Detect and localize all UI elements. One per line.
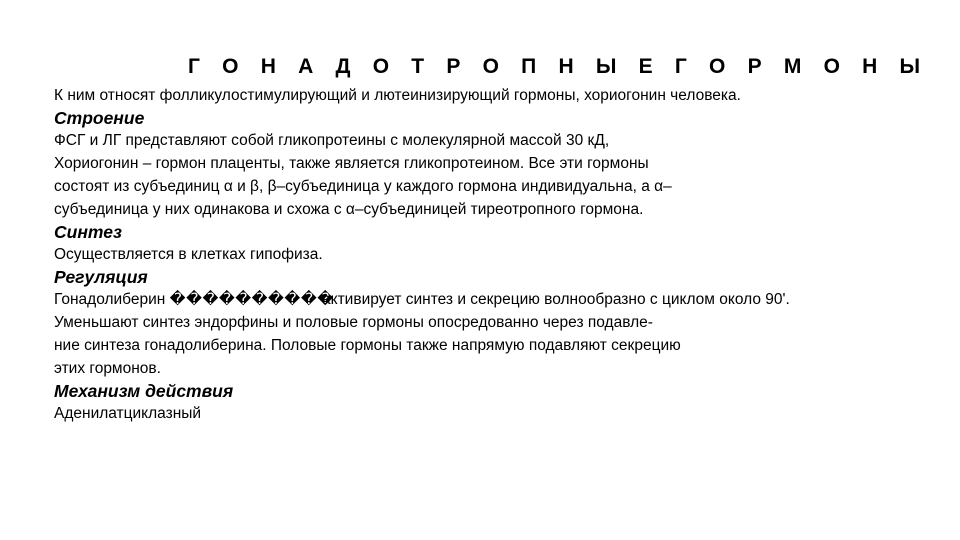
intro-text: К ним относят фолликулостимулирующий и лютеинизирующий гормоны, хориогонин человека.	[54, 87, 741, 104]
structure-line: субъединица у них одинакова и схожа с α–субъединицей тиреотропного гормона.	[54, 201, 644, 218]
regulation-line-rest: активирует синтез и секрецию волнообразно с циклом около 90'.	[322, 291, 790, 308]
structure-heading: Строение	[54, 108, 145, 128]
slide-body	[54, 84, 954, 425]
synthesis-text: Осуществляется в клетках гипофиза.	[54, 246, 323, 263]
regulation-line: этих гормонов.	[54, 360, 161, 377]
structure-line: Хориогонин – гормон плаценты, также является гликопротеином. Все эти гормоны	[54, 155, 649, 172]
regulation-heading: Регуляция	[54, 267, 148, 287]
mechanism-text: Аденилатциклазный	[54, 405, 202, 422]
structure-line: ФСГ и ЛГ представляют собой гликопротеины с молекулярной массой 30 кД,	[54, 132, 610, 149]
regulation-line	[54, 288, 954, 311]
regulation-line: Уменьшают синтез эндорфины и половые гормоны опосредованно через подавле-	[54, 314, 653, 331]
page-title: Г О Н А Д О Т Р О П Н Ы Е Г О Р М О Н Ы	[188, 55, 929, 78]
structure-line: состоят из субъединиц α и β, β–субъединица у каждого гормона индивидуальна, а α–	[54, 178, 672, 195]
synthesis-heading: Синтез	[54, 222, 122, 242]
missing-glyphs: ����������	[169, 291, 334, 308]
regulation-line-start: Гонадолиберин	[54, 291, 166, 308]
regulation-line: ние синтеза гонадолиберина. Половые гормоны также напрямую подавляют секрецию	[54, 337, 681, 354]
mechanism-heading: Механизм действия	[54, 381, 234, 401]
